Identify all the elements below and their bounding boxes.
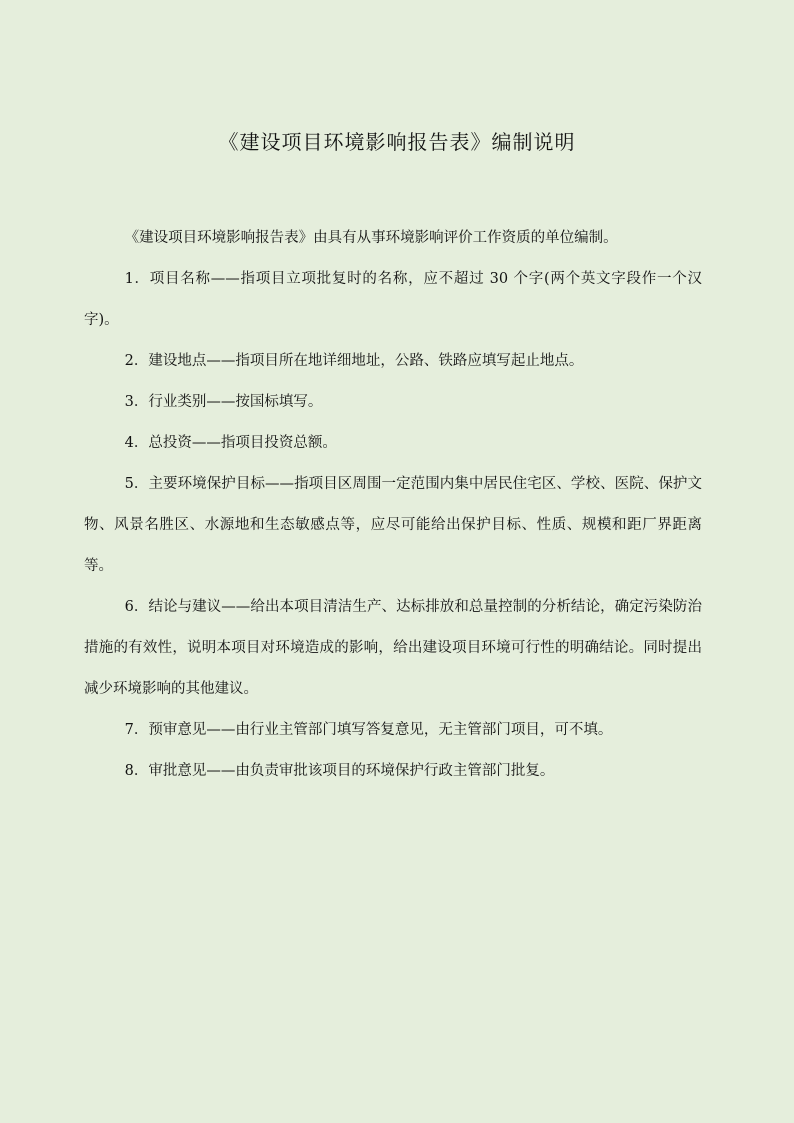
document-body — [84, 224, 702, 798]
item-approval-opinion: 8．审批意见——由负责审批该项目的环境保护行政主管部门批复。 — [124, 763, 555, 779]
item-preliminary-opinion: 7．预审意见——由行业主管部门填写答复意见，无主管部门项目，可不填。 — [124, 722, 613, 738]
item-project-name: 1．项目名称——指项目立项批复时的名称，应不超过 30 个字(两个英文字段作一个汉字)。 — [84, 271, 702, 328]
intro-paragraph: 《建设项目环境影响报告表》由具有从事环境影响评价工作资质的单位编制。 — [124, 230, 618, 246]
document-title: 《建设项目环境影响报告表》编制说明 — [218, 130, 576, 154]
item-conclusions: 6．结论与建议——给出本项目清洁生产、达标排放和总量控制的分析结论，确定污染防治措施的有效性，说明本项目对环境造成的影响，给出建设项目环境可行性的明确结论。同时提出减少环境影响的其他建议。 — [84, 599, 702, 697]
item-protection-targets: 5．主要环境保护目标——指项目区周围一定范围内集中居民住宅区、学校、医院、保护文物、风景名胜区、水源地和生态敏感点等，应尽可能给出保护目标、性质、规模和距厂界距离等。 — [84, 476, 702, 574]
item-construction-site: 2．建设地点——指项目所在地详细地址，公路、铁路应填写起止地点。 — [124, 353, 584, 369]
item-industry-category: 3．行业类别——按国标填写。 — [124, 394, 323, 410]
item-total-investment: 4．总投资——指项目投资总额。 — [124, 435, 337, 451]
